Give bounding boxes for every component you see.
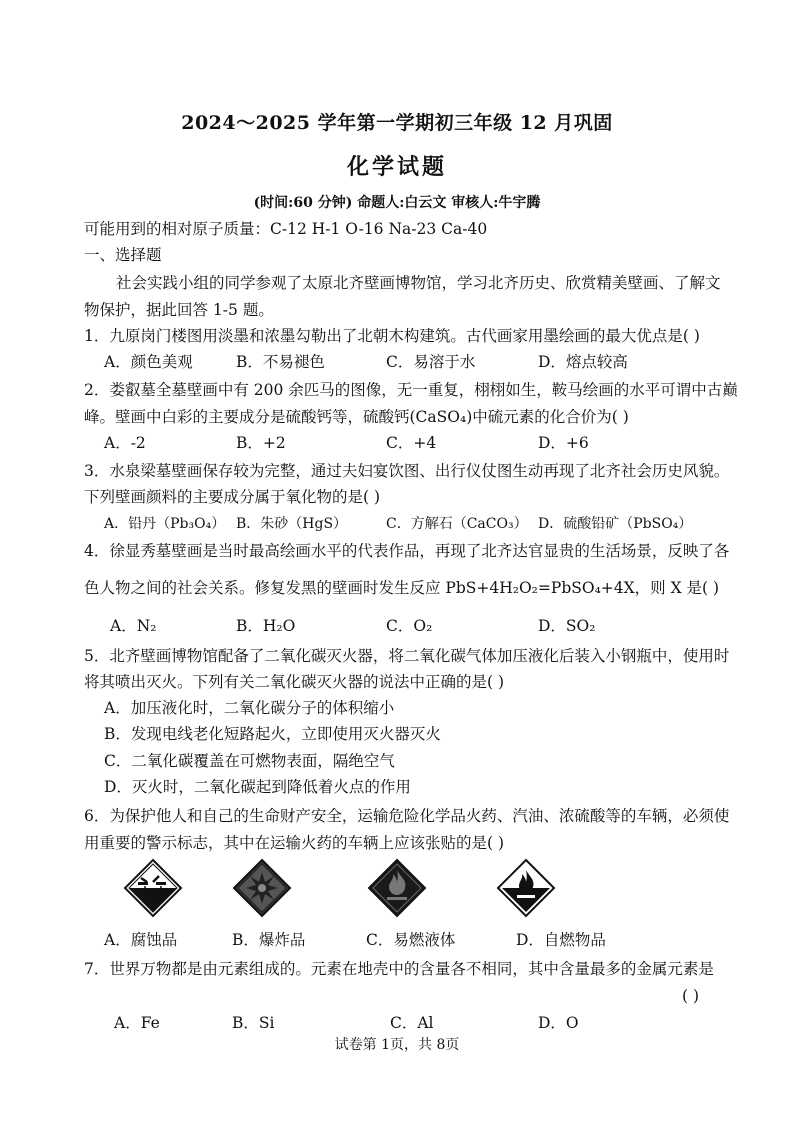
q3-stem-line-2: 下列壁画颜料的主要成分属于氧化物的是( )	[84, 488, 381, 506]
q4-option-c: C．O₂	[386, 617, 433, 635]
q6-option-d: D．自燃物品	[516, 931, 606, 949]
exam-meta: (时间:60 分钟) 命题人:白云文 审核人:牛宇腾	[253, 195, 541, 211]
q7-stem-line-1: 7．世界万物都是由元素组成的。元素在地壳中的含量各不相同，其中含量最多的金属元素是	[84, 960, 714, 978]
q2-option-c: C．+4	[386, 434, 437, 452]
q2-option-d: D．+6	[538, 434, 589, 452]
q7-answer-bracket: ( )	[682, 987, 700, 1005]
spontaneous-combustion-sign-icon	[496, 858, 556, 918]
q5-stem-line-1: 5．北齐壁画博物馆配备了二氧化碳灭火器，将二氧化碳气体加压液化后装入小钢瓶中，使用时	[84, 647, 730, 665]
q4-stem-line-2: 色人物之间的社会关系。修复发黑的壁画时发生反应 PbS+4H₂O₂=PbSO₄+4X，则 X 是( )	[84, 579, 720, 597]
q4-option-a: A．N₂	[110, 617, 157, 635]
q4-option-b: B．H₂O	[236, 617, 296, 635]
q1-option-c: C．易溶于水	[386, 353, 476, 371]
q6-stem-line-1: 6．为保护他人和自己的生命财产安全，运输危险化学品火药、汽油、浓硫酸等的车辆，必须使	[84, 807, 730, 825]
atomic-masses: 可能用到的相对原子质量：C-12 H-1 O-16 Na-23 Ca-40	[84, 220, 488, 238]
q3-stem-line-1: 3．水泉梁墓壁画保存较为完整，通过夫妇宴饮图、出行仪仗图生动再现了北齐社会历史风貌。	[84, 462, 730, 480]
q3-option-a: A．铅丹（Pb₃O₄）	[104, 516, 226, 532]
q6-stem-line-2: 用重要的警示标志，其中在运输火药的车辆上应该张贴的是( )	[84, 834, 505, 852]
q5-option-a: A．加压液化时，二氧化碳分子的体积缩小	[104, 699, 395, 717]
q4-stem-line-1: 4．徐显秀墓壁画是当时最高绘画水平的代表作品，再现了北齐达官显贵的生活场景，反映了各	[84, 542, 730, 560]
q6-option-c: C．易燃液体	[366, 931, 456, 949]
q4-option-d: D．SO₂	[538, 617, 596, 635]
q7-option-c: C．Al	[390, 1014, 434, 1032]
q7-option-a: A．Fe	[114, 1014, 160, 1032]
intro-line-1: 社会实践小组的同学参观了太原北齐壁画博物馆，学习北齐历史、欣赏精美壁画、了解文	[116, 274, 721, 292]
corrosive-sign-icon	[123, 858, 183, 918]
q3-option-d: D．硫酸铅矿（PbSO₄）	[538, 516, 693, 532]
explosive-sign-icon	[232, 858, 292, 918]
q3-option-b: B．朱砂（HgS）	[236, 516, 348, 532]
q6-option-b: B．爆炸品	[232, 931, 306, 949]
intro-line-2: 物保护，据此回答 1-5 题。	[84, 301, 274, 319]
q1-option-d: D．熔点较高	[538, 353, 628, 371]
q5-stem-line-2: 将其喷出灭火。下列有关二氧化碳灭火器的说法中正确的是( )	[84, 673, 505, 691]
exam-title: 2024～2025 学年第一学期初三年级 12 月巩固	[181, 112, 613, 134]
q5-option-c: C．二氧化碳覆盖在可燃物表面，隔绝空气	[104, 752, 395, 770]
q5-option-b: B．发现电线老化短路起火，立即使用灭火器灭火	[104, 725, 441, 743]
q5-option-d: D．灭火时，二氧化碳起到降低着火点的作用	[104, 778, 411, 796]
q3-option-c: C．方解石（CaCO₃）	[386, 516, 528, 532]
q2-stem-line-2: 峰。壁画中白彩的主要成分是硫酸钙等，硫酸钙(CaSO₄)中硫元素的化合价为( )	[84, 408, 629, 426]
q2-option-a: A．-2	[104, 434, 146, 452]
q7-option-d: D．O	[538, 1014, 579, 1032]
q6-option-a: A．腐蚀品	[104, 931, 178, 949]
page-footer: 试卷第 1页，共 8页	[334, 1037, 460, 1053]
q2-option-b: B．+2	[236, 434, 286, 452]
q2-stem-line-1: 2．娄叡墓全墓壁画中有 200 余匹马的图像，无一重复，栩栩如生，鞍马绘画的水平可谓中古巅	[84, 381, 738, 399]
section-heading: 一、选择题	[84, 246, 162, 264]
q1-option-a: A．颜色美观	[104, 353, 193, 371]
q7-option-b: B．Si	[232, 1014, 275, 1032]
flammable-liquid-sign-icon	[367, 858, 427, 918]
q1-option-b: B．不易褪色	[236, 353, 325, 371]
q1-stem: 1．九原岗门楼图用淡墨和浓墨勾勒出了北朝木构建筑。古代画家用墨绘画的最大优点是( )	[84, 327, 700, 345]
subject-title: 化学试题	[346, 154, 447, 180]
